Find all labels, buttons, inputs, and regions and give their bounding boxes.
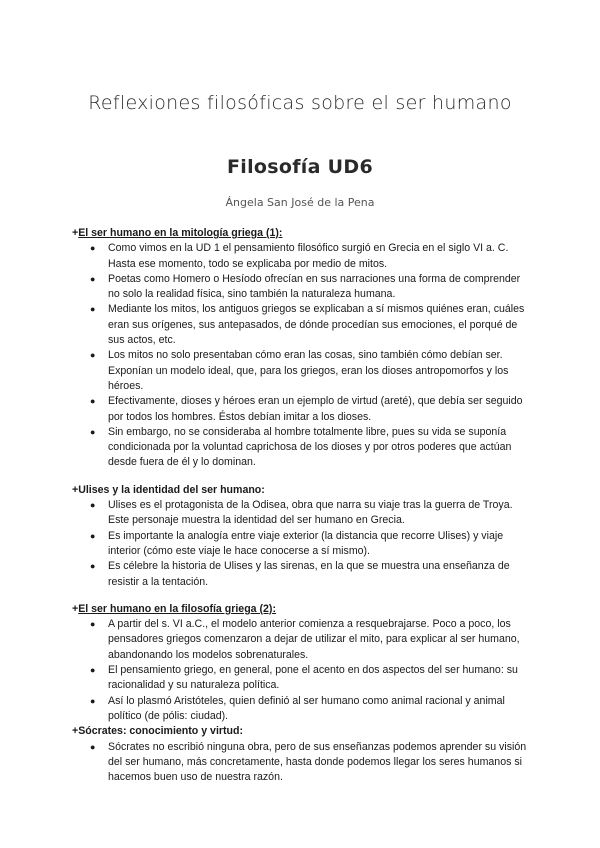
list-item-text: Como vimos en la UD 1 el pensamiento filosófico surgió en Grecia en el siglo VI a. C. Hasta ese momento, todo se explicaba por medio de mitos. — [108, 242, 509, 270]
document-subtitle: Filosofía UD6 — [227, 156, 373, 178]
list-item-text: Así lo plasmó Aristóteles, quien definió al ser humano como animal racional y animal político (de pólis: ciudad). — [108, 694, 505, 722]
list-item-text: Mediante los mitos, los antiguos griegos se explicaban a sí mismos quiénes eran, cuáles eran sus orígenes, sus antepasados, de dónde procedían sus emociones, el porqué de sus actos, etc. — [108, 303, 525, 347]
list-item-text: El pensamiento griego, en general, pone el acento en dos aspectos del ser humano: su racionalidad y su naturaleza política. — [108, 664, 518, 692]
list-item — [72, 272, 532, 303]
section-heading — [72, 226, 532, 241]
bullet-icon: ● — [90, 304, 96, 315]
bullet-icon: ● — [90, 243, 96, 254]
section-heading-label: El ser humano en la mitología griega (1): — [78, 227, 283, 239]
section-mitologia — [72, 226, 532, 471]
bullet-list — [72, 241, 532, 470]
list-item — [72, 663, 532, 694]
list-item — [72, 694, 532, 725]
list-item — [72, 617, 532, 663]
bullet-icon: ● — [90, 665, 96, 676]
section-heading-label: Sócrates: conocimiento y virtud: — [78, 725, 244, 738]
list-item — [72, 559, 532, 590]
list-item-text: Es célebre la historia de Ulises y las sirenas, en la que se muestra una enseñanza de resistir a la tentación. — [108, 560, 510, 588]
list-item — [72, 241, 532, 272]
section-ulises — [72, 483, 532, 590]
bullet-icon: ● — [90, 500, 96, 511]
list-item — [72, 425, 532, 471]
bullet-icon: ● — [90, 619, 96, 630]
section-prefix: + — [72, 725, 79, 738]
bullet-icon: ● — [90, 396, 96, 407]
section-prefix: + — [72, 602, 79, 615]
list-item — [72, 394, 532, 425]
bullet-icon: ● — [90, 273, 96, 284]
section-heading-label: El ser humano en la filosofía griega (2): — [78, 602, 276, 615]
section-prefix: + — [72, 227, 79, 239]
bullet-icon: ● — [90, 741, 96, 752]
bullet-icon: ● — [90, 350, 96, 361]
section-prefix: + — [72, 483, 79, 496]
section-heading-label: Ulises y la identidad del ser humano: — [78, 483, 265, 496]
list-item-text: Es importante la analogía entre viaje exterior (la distancia que recorre Ulises) y viaje interior (cómo este viaje le hace conocerse a sí mismo). — [108, 529, 504, 557]
list-item-text: Poetas como Homero o Hesíodo ofrecían en sus narraciones una forma de comprender no solo la realidad física, sino también la naturaleza humana. — [108, 272, 521, 301]
bullet-list — [72, 617, 532, 724]
list-item-text: A partir del s. VI a.C., el modelo anterior comienza a resquebrajarse. Poco a poco, los pensadores griegos comenzaron a dejar de utilizar el mito, para explicar al ser humano, abandonando los modelos sobrenaturales. — [108, 618, 520, 661]
bullet-list — [72, 498, 532, 590]
list-item-text: Los mitos no solo presentaban cómo eran las cosas, sino también cómo debían ser. Exponían un modelo ideal, que, para los griegos, eran los dioses antropomorfos y los héroes. — [108, 349, 509, 392]
list-item — [72, 348, 532, 394]
section-filosofia-griega — [72, 602, 532, 724]
document-author: Ángela San José de la Pena — [225, 196, 375, 209]
bullet-icon: ● — [90, 530, 96, 541]
bullet-icon: ● — [90, 695, 96, 706]
section-heading — [72, 483, 532, 498]
document-body — [72, 226, 532, 785]
bullet-list — [72, 740, 532, 786]
section-heading — [72, 602, 532, 617]
list-item — [72, 529, 532, 560]
list-item-text: Sin embargo, no se consideraba al hombre totalmente libre, pues su vida se suponía condicionada por la voluntad caprichosa de los dioses y por otros poderes que actúan desde fuera de él y lo dominan. — [108, 425, 512, 469]
list-item — [72, 498, 532, 529]
bullet-icon: ● — [90, 426, 96, 437]
bullet-icon: ● — [90, 561, 96, 572]
list-item-text: Ulises es el protagonista de la Odisea, obra que narra su viaje tras la guerra de Troya. Este personaje muestra la identidad del ser humano en Grecia. — [108, 499, 513, 527]
section-heading — [72, 724, 532, 739]
list-item-text: Sócrates no escribió ninguna obra, pero de sus enseñanzas podemos aprender su visión del ser humano, más concretamente, hasta donde podemos llegar los seres humanos si hacemos buen uso de nuestra razón. — [108, 740, 527, 784]
section-socrates — [72, 724, 532, 785]
list-item — [72, 302, 532, 348]
document-title: Reflexiones filosóficas sobre el ser humano — [88, 92, 512, 114]
list-item-text: Efectivamente, dioses y héroes eran un ejemplo de virtud (areté), que debía ser seguido por todos los hombres. Éstos debían imitar a los dioses. — [108, 395, 523, 423]
list-item — [72, 740, 532, 786]
